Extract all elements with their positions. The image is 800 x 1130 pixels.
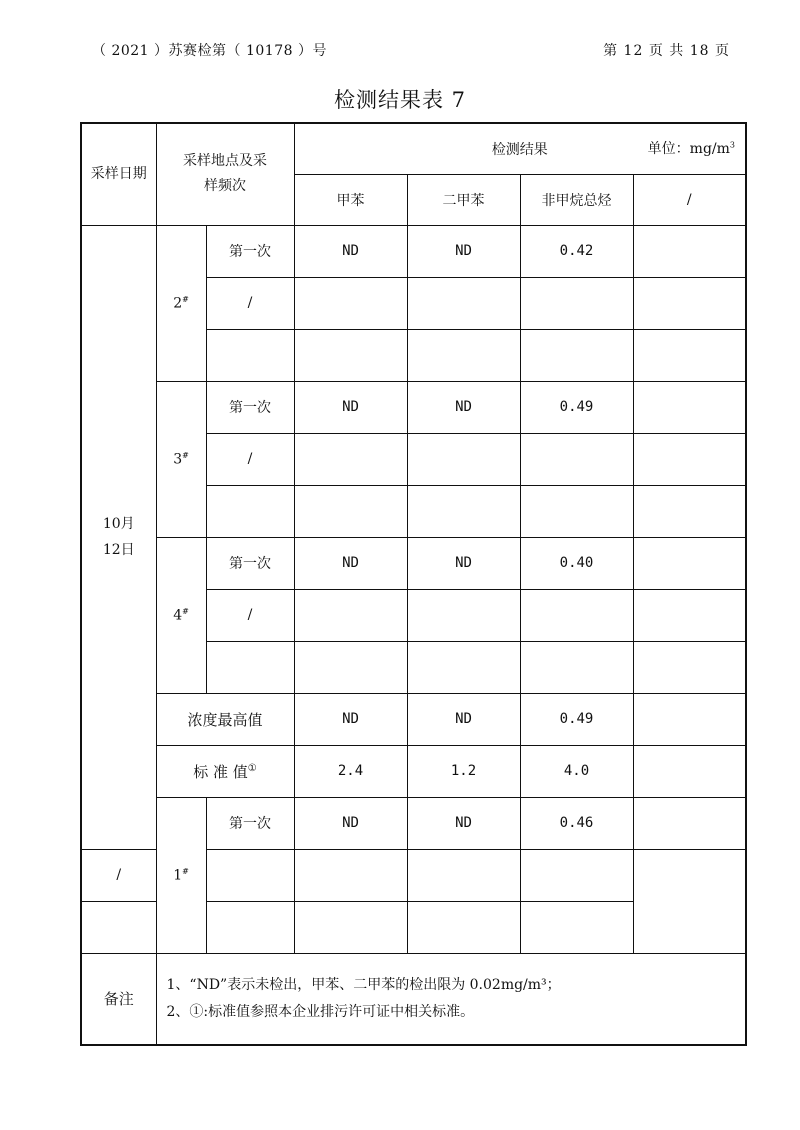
value-cell: 0.49: [520, 381, 633, 433]
value-cell: ND: [407, 381, 520, 433]
value-cell: [520, 329, 633, 381]
value-cell: [520, 433, 633, 485]
value-cell: [294, 433, 407, 485]
value-cell: 0.46: [520, 797, 633, 849]
value-cell: [294, 901, 407, 953]
notes-label: 备注: [81, 953, 156, 1045]
value-cell: [633, 329, 746, 381]
value-cell: [633, 797, 746, 849]
freq-cell: [206, 329, 294, 381]
value-cell: ND: [294, 537, 407, 589]
param-toluene: 甲苯: [294, 174, 407, 225]
value-cell: [633, 433, 746, 485]
value-cell: 0.49: [520, 693, 633, 745]
freq-cell: /: [206, 433, 294, 485]
value-cell: [294, 849, 407, 901]
freq-cell: [206, 641, 294, 693]
param-nmhc: 非甲烷总烃: [520, 174, 633, 225]
value-cell: [294, 485, 407, 537]
value-cell: 1.2: [407, 745, 520, 797]
value-cell: [294, 641, 407, 693]
sampling-date: 10月 12日: [81, 225, 156, 849]
value-cell: [633, 381, 746, 433]
point-4: 4#: [156, 537, 206, 693]
value-cell: [407, 589, 520, 641]
value-cell: ND: [294, 381, 407, 433]
value-cell: 0.42: [520, 225, 633, 277]
max-concentration-label: 浓度最高值: [156, 693, 294, 745]
value-cell: ND: [294, 797, 407, 849]
value-cell: ND: [294, 693, 407, 745]
unit-label: 单位：$mg/m^3$: [647, 140, 735, 157]
header-sampling-date: 采样日期: [81, 123, 156, 225]
value-cell: [294, 329, 407, 381]
value-cell: [520, 485, 633, 537]
freq-cell: 第一次: [206, 537, 294, 589]
value-cell: ND: [407, 797, 520, 849]
freq-cell: [206, 485, 294, 537]
value-cell: [520, 849, 633, 901]
value-cell: [520, 589, 633, 641]
point-1: 1#: [156, 797, 206, 953]
value-cell: [633, 693, 746, 745]
document-number: （ 2021 ）苏赛检第（ 10178 ）号: [92, 43, 327, 59]
value-cell: [294, 589, 407, 641]
note-line: 1、“ND”表示未检出，甲苯、二甲苯的检出限为 0.02mg/m³；: [166, 976, 561, 993]
results-table: [80, 122, 747, 1046]
value-cell: [633, 745, 746, 797]
value-cell: [633, 537, 746, 589]
value-cell: [520, 641, 633, 693]
param-blank: /: [633, 174, 746, 225]
value-cell: [407, 641, 520, 693]
value-cell: [206, 901, 294, 953]
value-cell: [633, 641, 746, 693]
results-label: 检测结果: [491, 141, 548, 158]
value-cell: [633, 225, 746, 277]
value-cell: [407, 277, 520, 329]
header-sampling-site: 采样地点及采样频次: [156, 123, 294, 225]
value-cell: [633, 277, 746, 329]
value-cell: [407, 901, 520, 953]
freq-cell: /: [206, 277, 294, 329]
value-cell: 2.4: [294, 745, 407, 797]
value-cell: 0.40: [520, 537, 633, 589]
value-cell: ND: [407, 693, 520, 745]
value-cell: ND: [294, 225, 407, 277]
freq-cell: /: [81, 849, 156, 901]
value-cell: [407, 849, 520, 901]
point-3: 3#: [156, 381, 206, 537]
value-cell: [520, 901, 633, 953]
freq-cell: 第一次: [206, 797, 294, 849]
page-info: 第 12 页 共 18 页: [603, 43, 730, 59]
value-cell: [520, 277, 633, 329]
value-cell: ND: [407, 225, 520, 277]
freq-cell: /: [206, 589, 294, 641]
value-cell: [294, 277, 407, 329]
value-cell: ND: [407, 537, 520, 589]
table-title: 检测结果表 7: [333, 88, 467, 112]
note-line: 2、①:标准值参照本企业排污许可证中相关标准。: [166, 1003, 475, 1020]
param-xylene: 二甲苯: [407, 174, 520, 225]
value-cell: [633, 589, 746, 641]
header-results: [294, 123, 746, 174]
value-cell: [407, 485, 520, 537]
value-cell: [206, 849, 294, 901]
notes-content: [156, 953, 746, 1045]
freq-cell: 第一次: [206, 381, 294, 433]
freq-cell: 第一次: [206, 225, 294, 277]
freq-cell: [81, 901, 156, 953]
value-cell: 4.0: [520, 745, 633, 797]
standard-value-label: 标 准 值①: [156, 745, 294, 797]
value-cell: [407, 329, 520, 381]
value-cell: [633, 485, 746, 537]
value-cell: [407, 433, 520, 485]
point-2: 2#: [156, 225, 206, 381]
